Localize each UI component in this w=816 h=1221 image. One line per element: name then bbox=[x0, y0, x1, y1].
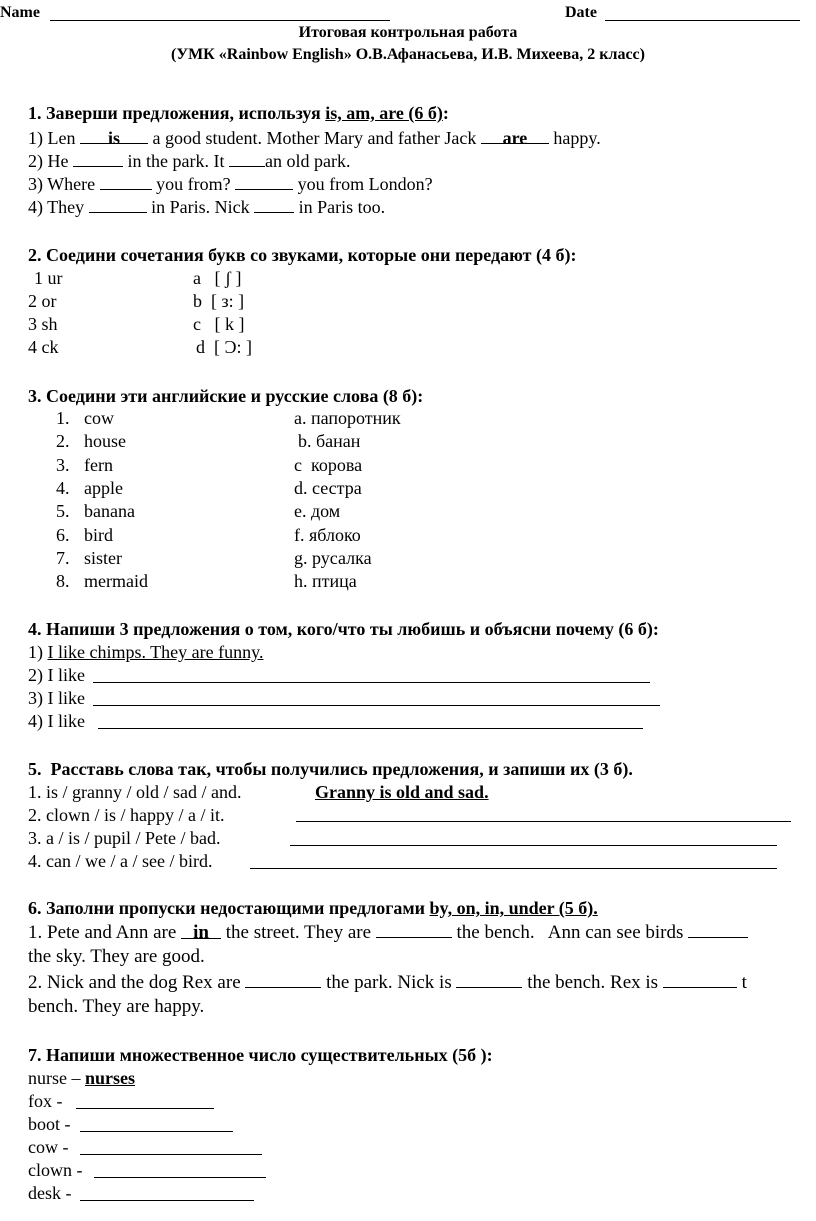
task3-english-word: cow bbox=[84, 408, 114, 428]
task1-line-4: 4) They in Paris. Nick in Paris too. bbox=[28, 197, 386, 217]
task4-title: 4. Напиши 3 предложения о том, кого/что ты любишь и объясни почему (6 б): bbox=[28, 619, 659, 639]
task3-english-word: sister bbox=[84, 547, 122, 568]
name-field[interactable] bbox=[50, 20, 390, 21]
task5-example-answer: Granny is old and sad. bbox=[315, 782, 489, 802]
task6-line-3: 2. Nick and the dog Rex are the park. Nick is the bench. Rex is t bbox=[28, 972, 747, 993]
task2-title: 2. Соедини сочетания букв со звуками, которые они передают (4 б): bbox=[28, 245, 577, 265]
task6-title: 6. Заполни пропуски недостающими предлогами by, on, in, under (5 б). bbox=[28, 898, 598, 918]
task3-english-word: mermaid bbox=[84, 571, 148, 592]
task4-line-4: 4) I like bbox=[28, 711, 90, 731]
task3-russian-word: h. птица bbox=[294, 571, 357, 592]
task6-blank[interactable] bbox=[688, 921, 748, 938]
task1-answer-are: are bbox=[481, 127, 549, 144]
task5-title: 5. Расставь слова так, чтобы получились предложения, и запиши их (3 б). bbox=[28, 759, 633, 779]
task3-russian-word: g. русалка bbox=[294, 547, 372, 568]
task2-right-2: b [ з: ] bbox=[193, 291, 245, 311]
task1-blank[interactable] bbox=[229, 150, 265, 167]
task2-right-1: a [ ʃ ] bbox=[193, 268, 242, 288]
task3-russian-word: e. дом bbox=[294, 501, 341, 522]
task7-answer-line[interactable] bbox=[80, 1154, 262, 1155]
task3-russian-word: c корова bbox=[294, 454, 363, 475]
task2-left-1: 1 ur bbox=[34, 268, 63, 288]
page-title: Итоговая контрольная работа bbox=[298, 24, 518, 41]
task6-answer-in: in bbox=[181, 922, 221, 939]
task4-line-2: 2) I like bbox=[28, 665, 85, 685]
task3-russian-word: b. банан bbox=[298, 431, 361, 452]
task7-answer-line[interactable] bbox=[80, 1200, 254, 1201]
task2-left-3: 3 sh bbox=[28, 314, 58, 334]
task4-answer-line[interactable] bbox=[93, 705, 660, 706]
task1-line-1: 1) Len is a good student. Mother Mary and father Jack are happy. bbox=[28, 128, 601, 148]
task3-number: 4. bbox=[56, 477, 70, 498]
task3-number: 8. bbox=[56, 571, 70, 592]
task3-number: 1. bbox=[56, 408, 70, 428]
task7-word-1: fox - bbox=[28, 1091, 67, 1111]
task3-number: 3. bbox=[56, 454, 70, 475]
task5-item-4: 4. can / we / a / see / bird. bbox=[28, 851, 213, 871]
task3-number: 7. bbox=[56, 547, 70, 568]
task3-english-word: banana bbox=[84, 501, 135, 522]
task3-number: 6. bbox=[56, 524, 70, 545]
date-label: Date bbox=[565, 4, 597, 21]
task1-line-2: 2) He in the park. It an old park. bbox=[28, 151, 351, 171]
task1-blank[interactable] bbox=[73, 150, 123, 167]
page-subtitle: (УМК «Rainbow English» О.В.Афанасьева, И.В. Михеева, 2 класс) bbox=[171, 46, 645, 63]
task3-english-word: bird bbox=[84, 524, 113, 545]
task3-english-word: fern bbox=[84, 454, 113, 475]
task3-russian-word: f. яблоко bbox=[294, 524, 361, 545]
task7-word-2: boot - bbox=[28, 1114, 75, 1134]
task7-word-5: desk - bbox=[28, 1183, 76, 1203]
task7-word-4: clown - bbox=[28, 1160, 87, 1180]
task1-blank[interactable] bbox=[235, 173, 293, 190]
task3-english-word: apple bbox=[84, 477, 123, 498]
task1-line-3: 3) Where you from? you from London? bbox=[28, 174, 433, 194]
task6-blank[interactable] bbox=[663, 971, 737, 988]
task4-answer-line[interactable] bbox=[98, 728, 643, 729]
task6-line-1: 1. Pete and Ann are in the street. They are the bench. Ann can see birds bbox=[28, 921, 748, 944]
task6-blank[interactable] bbox=[456, 971, 522, 988]
task3-russian-word: d. сестра bbox=[294, 477, 362, 498]
task5-answer-line[interactable] bbox=[290, 845, 777, 846]
task7-answer-line[interactable] bbox=[76, 1108, 214, 1109]
task1-blank[interactable] bbox=[89, 196, 147, 213]
task2-left-4: 4 ck bbox=[28, 337, 59, 357]
task2-left-2: 2 or bbox=[28, 291, 57, 311]
task3-english-word: house bbox=[84, 431, 126, 452]
date-field[interactable] bbox=[605, 20, 800, 21]
task6-blank[interactable] bbox=[376, 921, 452, 938]
task7-title: 7. Напиши множественное число существительных (5б ): bbox=[28, 1045, 493, 1065]
task6-line-4: bench. They are happy. bbox=[28, 996, 205, 1017]
task7-answer-line[interactable] bbox=[94, 1177, 266, 1178]
task4-answer-line[interactable] bbox=[93, 682, 650, 683]
task5-answer-line[interactable] bbox=[296, 821, 791, 822]
task7-example: nurse – nurses bbox=[28, 1068, 136, 1088]
task1-answer-is: is bbox=[80, 127, 148, 144]
task5-answer-line[interactable] bbox=[250, 868, 777, 869]
task7-answer-line[interactable] bbox=[80, 1131, 233, 1132]
task2-right-4: d [ Ɔ: ] bbox=[196, 337, 252, 357]
task3-number: 2. bbox=[56, 431, 70, 452]
task1-title: 1. Заверши предложения, используя is, am, are (6 б): bbox=[28, 103, 449, 123]
task5-item-1: 1. is / granny / old / sad / and. bbox=[28, 782, 242, 802]
task5-item-3: 3. a / is / pupil / Pete / bad. bbox=[28, 828, 221, 848]
name-label: Name bbox=[0, 4, 40, 21]
task4-line-3: 3) I like bbox=[28, 688, 85, 708]
task1-blank[interactable] bbox=[100, 173, 152, 190]
task2-right-3: c [ k ] bbox=[193, 314, 245, 334]
task5-item-2: 2. clown / is / happy / a / it. bbox=[28, 805, 225, 825]
task1-blank[interactable] bbox=[254, 196, 294, 213]
task6-line-2: the sky. They are good. bbox=[28, 946, 205, 967]
task4-example: 1) I like chimps. They are funny. bbox=[28, 642, 264, 662]
task3-title: 3. Соедини эти английские и русские слова (8 б): bbox=[28, 386, 424, 406]
task7-word-3: cow - bbox=[28, 1137, 73, 1157]
task3-russian-word: a. папоротник bbox=[294, 408, 401, 428]
task6-blank[interactable] bbox=[245, 971, 321, 988]
task3-number: 5. bbox=[56, 501, 70, 522]
